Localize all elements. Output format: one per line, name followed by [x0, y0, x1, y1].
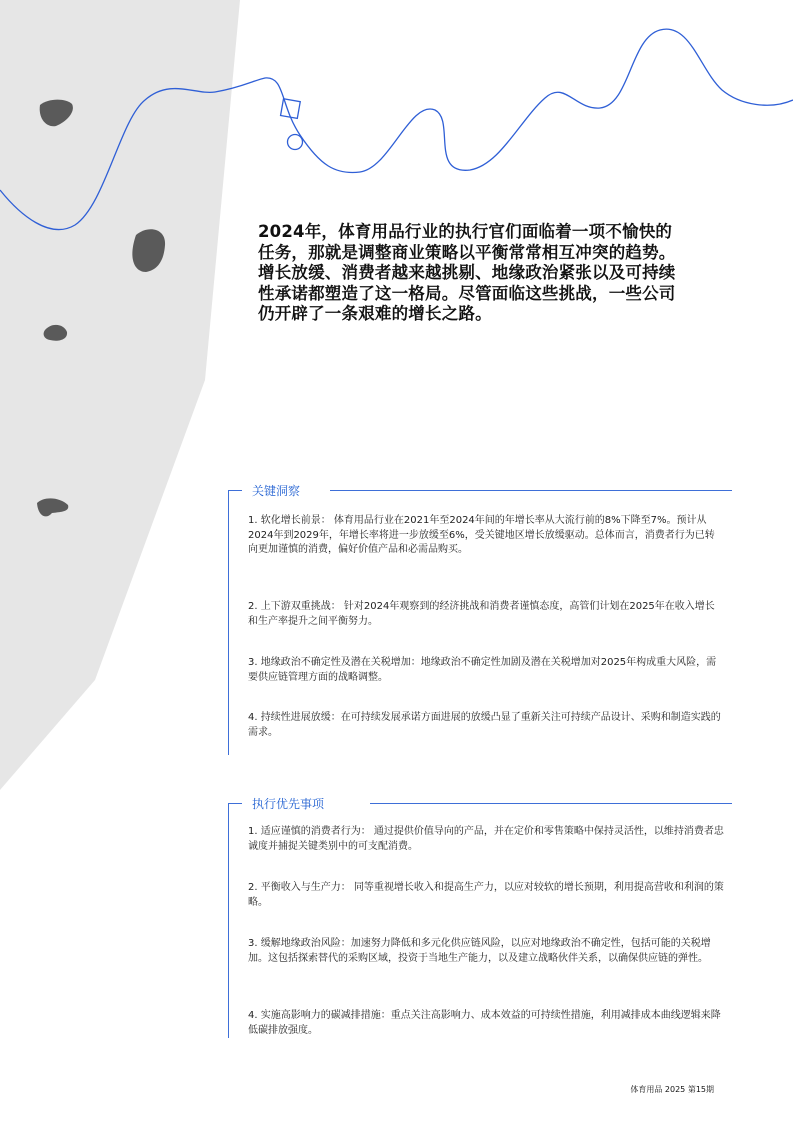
page-footer: 体育用品 2025 第15期: [630, 1085, 714, 1094]
list-item: 1. 软化增长前景： 体育用品行业在2021年至2024年间的年增长率从大流行前的8%下降至7%。预计从2024年到2029年，年增长率将进一步放缓至6%，受关键地区增长放缓驱动。总体而言，消费者行为已转向更加谨慎的消费，偏好价值产品和必需品购买。: [248, 515, 715, 555]
key-insights-left-rule: [228, 490, 229, 755]
intro-paragraph: 2024年，体育用品行业的执行官们面临着一项不愉快的任务，那就是调整商业策略以平衡常常相互冲突的趋势。增长放缓、消费者越来越挑剔、地缘政治紧张以及可持续性承诺都塑造了这一格局。尽管面临这些挑战，一些公司仍开辟了一条艰难的增长之路。: [258, 222, 676, 323]
gray-panel: [0, 0, 240, 790]
list-item: 3. 地缘政治不确定性及潜在关税增加：地缘政治不确定性加剧及潜在关税增加对2025年构成重大风险，需要供应链管理方面的战略调整。: [248, 657, 717, 683]
priorities-top-rule: [370, 803, 732, 804]
list-item: 2. 上下游双重挑战： 针对2024年观察到的经济挑战和消费者谨慎态度，高管们计划在2025年在收入增长和生产率提升之间平衡努力。: [248, 601, 715, 627]
key-insights-tick: [228, 490, 242, 491]
priorities-title: 执行优先事项: [252, 795, 328, 812]
list-item: 4. 持续性进展放缓：在可持续发展承诺方面进展的放缓凸显了重新关注可持续产品设计、采购和制造实践的需求。: [248, 712, 721, 738]
key-insights-title: 关键洞察: [252, 482, 304, 499]
list-item: 4. 实施高影响力的碳减排措施：重点关注高影响力、成本效益的可持续性措施，利用减排成本曲线逻辑来降低碳排放强度。: [248, 1010, 721, 1036]
list-item: 3. 缓解地缘政治风险：加速努力降低和多元化供应链风险，以应对地缘政治不确定性，包括可能的关税增加。这包括探索替代的采购区域，投资于当地生产能力，以及建立战略伙伴关系，以确保供应链的弹性。: [248, 938, 711, 964]
circle-outline-icon: [288, 135, 303, 150]
priorities-tick: [228, 803, 242, 804]
list-item: 1. 适应谨慎的消费者行为： 通过提供价值导向的产品，并在定价和零售策略中保持灵活性，以维持消费者忠诚度并捕捉关键类别中的可支配消费。: [248, 826, 724, 852]
list-item: 2. 平衡收入与生产力： 同等重视增长收入和提高生产力，以应对较软的增长预期，利用提高营收和利润的策略。: [248, 882, 724, 908]
key-insights-top-rule: [330, 490, 732, 491]
priorities-left-rule: [228, 803, 229, 1038]
